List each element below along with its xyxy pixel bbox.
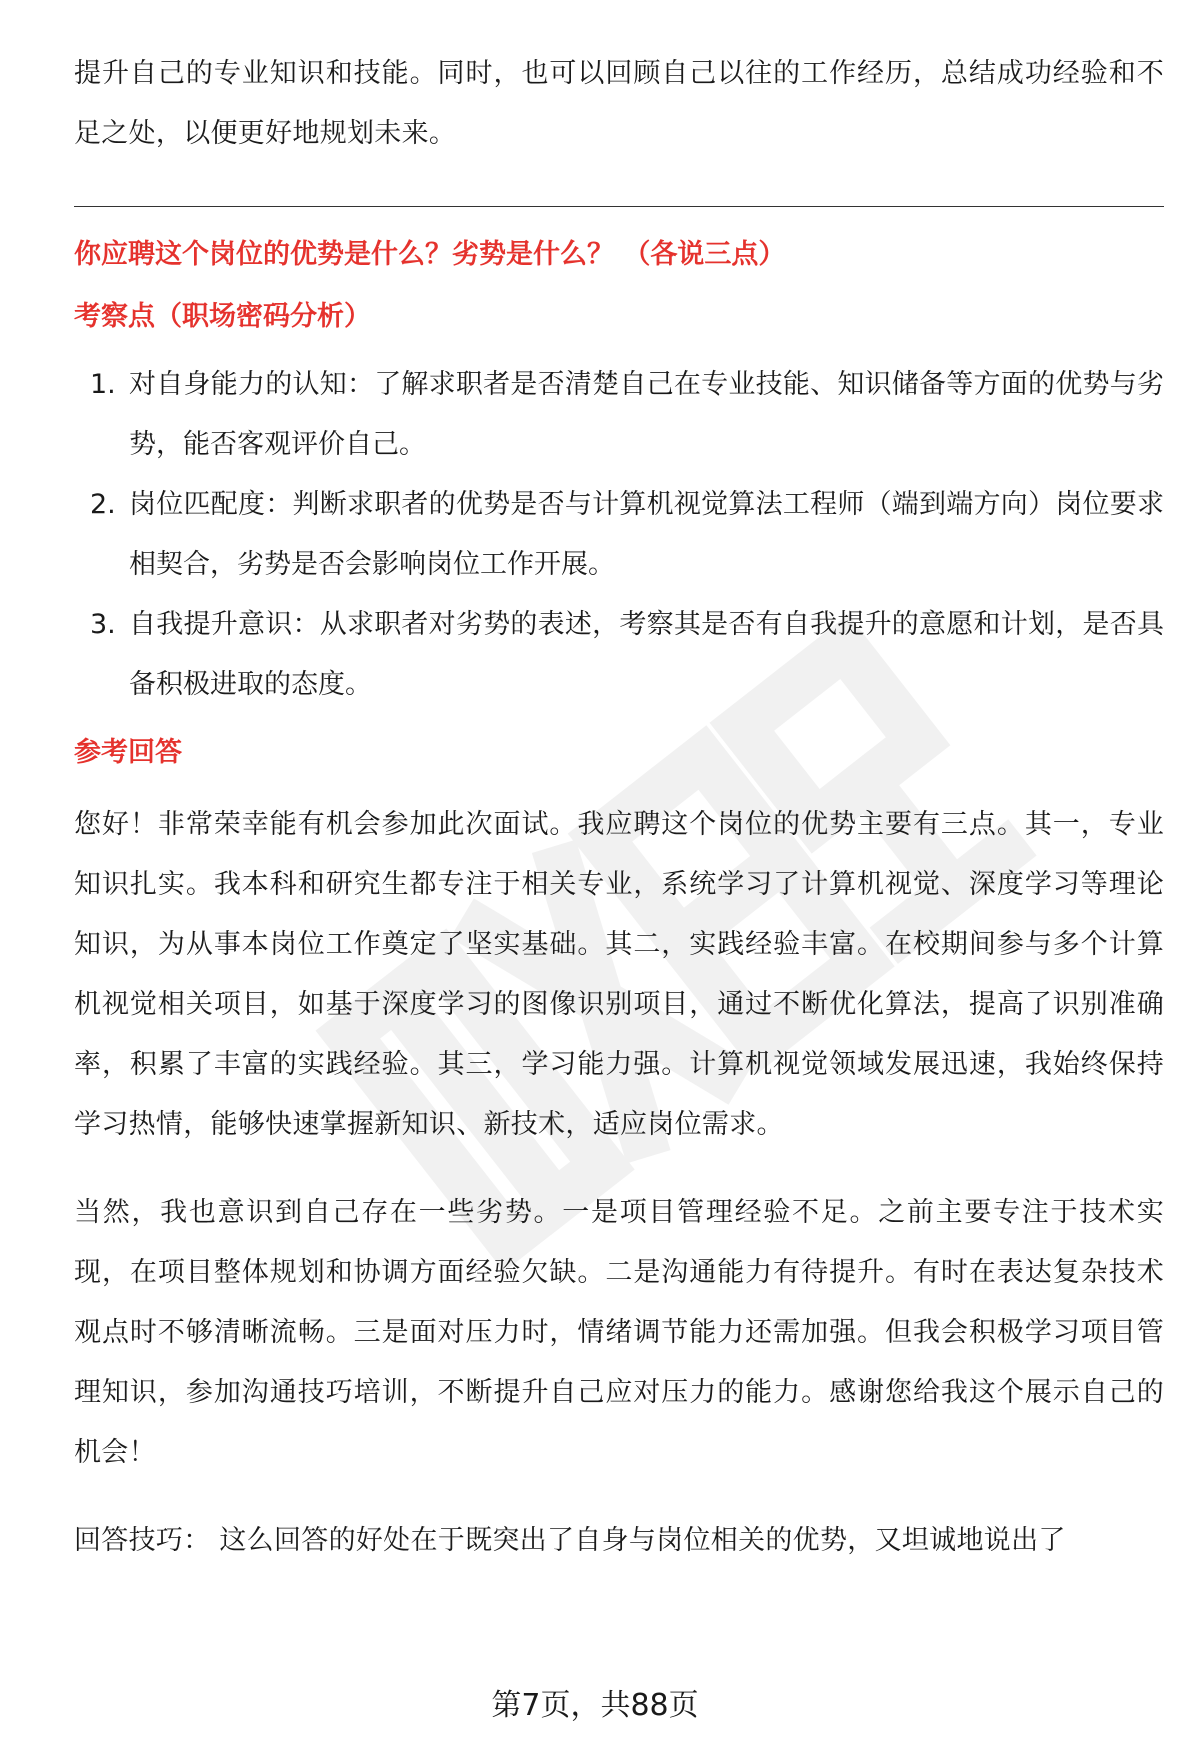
intro-paragraph: 提升自己的专业知识和技能。同时，也可以回顾自己以往的工作经历，总结成功经验和不足之处，以便更好地规划未来。 [74, 58, 1164, 149]
list-item-number: 3. [90, 609, 116, 640]
question-title: 你应聘这个岗位的优势是什么？劣势是什么？ （各说三点） [74, 239, 786, 270]
answer-paragraph: 当然，我也意识到自己存在一些劣势。一是项目管理经验不足。之前主要专注于技术实现，在项目整体规划和协调方面经验欠缺。二是沟通能力有待提升。有时在表达复杂技术观点时不够清晰流畅。三是面对压力时，情绪调节能力还需加强。但我会积极学习项目管理知识，参加沟通技巧培训，不断提升自己应对压力的能力。感谢您给我这个展示自己的机会！ [74, 1197, 1164, 1468]
list-item [74, 595, 1164, 715]
list-item-number: 1. [90, 369, 116, 400]
list-item [74, 355, 1164, 475]
page-number-footer: 第7页，共88页 [491, 1688, 699, 1723]
answer-paragraph: 您好！非常荣幸能有机会参加此次面试。我应聘这个岗位的优势主要有三点。其一，专业知识扎实。我本科和研究生都专注于相关专业，系统学习了计算机视觉、深度学习等理论知识，为从事本岗位工作奠定了坚实基础。其二，实践经验丰富。在校期间参与多个计算机视觉相关项目，如基于深度学习的图像识别项目，通过不断优化算法，提高了识别准确率，积累了丰富的实践经验。其三，学习能力强。计算机视觉领域发展迅速，我始终保持学习热情，能够快速掌握新知识、新技术，适应岗位需求。 [74, 809, 1164, 1140]
analysis-title: 考察点（职场密码分析） [74, 301, 371, 332]
list-item-text: 对自身能力的认知：了解求职者是否清楚自己在专业技能、知识储备等方面的优势与劣势，能否客观评价自己。 [129, 369, 1164, 460]
document-body [74, 44, 1164, 1571]
list-item [74, 475, 1164, 595]
list-item-text: 岗位匹配度：判断求职者的优势是否与计算机视觉算法工程师（端到端方向）岗位要求相契合，劣势是否会影响岗位工作开展。 [129, 489, 1164, 580]
answer-title: 参考回答 [74, 737, 182, 768]
paragraph-gap [74, 1155, 1164, 1183]
section-divider [74, 206, 1164, 207]
tips-paragraph: 回答技巧： 这么回答的好处在于既突出了自身与岗位相关的优势，又坦诚地说出了 [74, 1525, 1066, 1556]
paragraph-gap [74, 1483, 1164, 1511]
analysis-points-list [74, 355, 1164, 715]
list-item-text: 自我提升意识：从求职者对劣势的表述，考察其是否有自我提升的意愿和计划，是否具备积极进取的态度。 [129, 609, 1164, 700]
list-item-number: 2. [90, 489, 116, 520]
